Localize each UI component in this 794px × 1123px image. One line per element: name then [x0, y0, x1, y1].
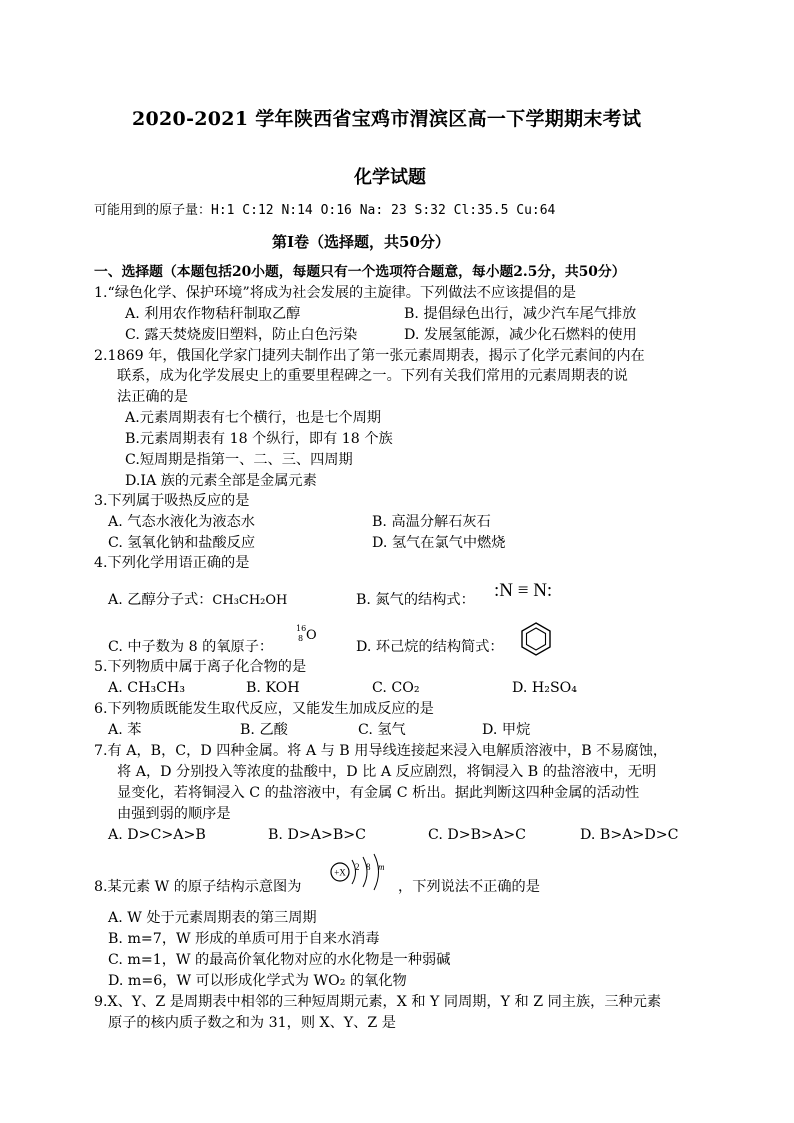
- q9-stem-line2: 原子的核内质子数之和为 31，则 X、Y、Z 是: [108, 1015, 396, 1031]
- q7-option-d: D. B>A>D>C: [580, 827, 679, 843]
- q8-option-d: D. m=6，W 可以形成化学式为 WO₂ 的氧化物: [108, 973, 407, 989]
- q5-option-a: A. CH₃CH₃: [108, 680, 186, 696]
- shell-2-electrons: 8: [366, 862, 371, 872]
- q8-option-b: B. m=7，W 形成的单质可用于自来水消毒: [108, 931, 380, 947]
- q7-stem-line4: 由强到弱的顺序是: [117, 806, 231, 822]
- q5-stem: 5.下列物质中属于离子化合物的是: [94, 659, 307, 675]
- q3-stem: 3.下列属于吸热反应的是: [94, 493, 250, 509]
- q4-option-a-label: A. 乙醇分子式：: [108, 592, 213, 608]
- q6-option-a: A. 苯: [108, 722, 142, 738]
- isotope-element: O: [306, 628, 317, 643]
- q7-stem-line1: 7.有 A，B，C，D 四种金属。将 A 与 B 用导线连接起来浸入电解质溶液中，B 不易腐蚀，: [94, 743, 668, 759]
- q2-stem-line1: 2.1869 年，俄国化学家门捷列夫制作出了第一张元素周期表，揭示了化学元素间的内在: [94, 348, 645, 364]
- q5-option-c: C. CO₂: [372, 680, 420, 696]
- q3-option-a: A. 气态水液化为液态水: [108, 514, 255, 530]
- q7-option-c: C. D>B>A>C: [428, 827, 526, 843]
- section1-heading: 一、选择题（本题包括20小题，每题只有一个选项符合题意，每小题2.5分，共50分）: [94, 264, 626, 280]
- q8-stem-pre: 8.某元素 W 的原子结构示意图为: [94, 879, 302, 895]
- q2-option-c: C.短周期是指第一、二、三、四周期: [125, 452, 353, 468]
- part1-heading: 第Ⅰ卷（选择题，共50分）: [272, 233, 450, 251]
- q6-option-c: C. 氢气: [358, 722, 406, 738]
- q4-option-c-label: C. 中子数为 8 的氧原子：: [108, 639, 274, 655]
- page-subtitle: 化学试题: [354, 167, 426, 188]
- q1-option-a: A. 利用农作物秸秆制取乙醇: [125, 306, 301, 322]
- q3-option-b: B. 高温分解石灰石: [372, 514, 491, 530]
- q5-option-d: D. H₂SO₄: [512, 680, 577, 696]
- cyclohexane-structure-icon: [516, 620, 556, 660]
- q4-option-a: [108, 590, 287, 611]
- q1-option-c: C. 露天焚烧废旧塑料，防止白色污染: [125, 327, 358, 343]
- isotope-mass-number: 16: [296, 624, 307, 633]
- q1-stem: 1.“绿色化学、保护环境”将成为社会发展的主旋律。下列做法不应该提倡的是: [94, 285, 577, 301]
- q8-option-a: A. W 处于元素周期表的第三周期: [108, 910, 317, 926]
- shell-1-electrons: 2: [355, 862, 360, 872]
- q2-option-d: D.IA 族的元素全部是金属元素: [125, 473, 317, 489]
- q9-stem-line1: 9.X、Y、Z 是周期表中相邻的三种短周期元素，X 和 Y 同周期，Y 和 Z 同主族，三种元素: [94, 994, 662, 1010]
- q4-option-a-formula: CH₃CH₂OH: [212, 593, 288, 608]
- q7-option-a: A. D>C>A>B: [108, 827, 206, 843]
- q7-stem-line2: 将 A，D 分别投入等浓度的盐酸中，D 比 A 反应剧烈，将铜浸入 B 的盐溶液中，无明: [117, 764, 657, 780]
- shell-3-electrons: m: [378, 862, 385, 872]
- atomic-structure-diagram: [328, 850, 400, 894]
- q3-option-d: D. 氢气在氯气中燃烧: [372, 535, 506, 551]
- q8-stem-post: ，下列说法不正确的是: [398, 879, 540, 895]
- q2-option-b: B.元素周期表有 18 个纵行，即有 18 个族: [125, 431, 393, 447]
- q2-stem-line2: 联系，成为化学发展史上的重要里程碑之一。下列有关我们常用的元素周期表的说: [117, 368, 628, 384]
- q7-stem-line3: 显变化，若将铜浸入 C 的盐溶液中，有金属 C 析出。据此判断这四种金属的活动性: [117, 785, 640, 801]
- q3-option-c: C. 氢氧化钠和盐酸反应: [108, 535, 256, 551]
- q4-option-b-label: B. 氮气的结构式：: [356, 592, 475, 608]
- q4-stem: 4.下列化学用语正确的是: [94, 555, 250, 571]
- q7-option-b: B. D>A>B>C: [268, 827, 367, 843]
- q4-option-d-label: D. 环己烷的结构简式：: [356, 639, 504, 655]
- q2-option-a: A.元素周期表有七个横行，也是七个周期: [125, 410, 381, 426]
- isotope-atomic-number: 8: [298, 634, 304, 643]
- q1-option-b: B. 提倡绿色出行，减少汽车尾气排放: [404, 306, 637, 322]
- oxygen-isotope-symbol: [296, 624, 320, 646]
- q6-option-d: D. 甲烷: [482, 722, 531, 738]
- q4-option-b-formula: :N ≡ N:: [494, 580, 553, 601]
- q6-stem: 6.下列物质既能发生取代反应，又能发生加成反应的是: [94, 701, 434, 717]
- q6-option-b: B. 乙酸: [240, 722, 288, 738]
- atomic-masses: 可能用到的原子量：H:1 C:12 N:14 O:16 Na: 23 S:32 Cl:35.5 Cu:64: [94, 203, 556, 218]
- q2-stem-line3: 法正确的是: [117, 389, 188, 405]
- nucleus-charge: +X: [334, 867, 346, 878]
- q1-option-d: D. 发展氢能源，减少化石燃料的使用: [404, 327, 637, 343]
- q5-option-b: B. KOH: [246, 680, 300, 696]
- q8-option-c: C. m=1，W 的最高价氧化物对应的水化物是一种弱碱: [108, 952, 451, 968]
- page-title: 2020-2021 学年陕西省宝鸡市渭滨区高一下学期期末考试: [132, 108, 642, 130]
